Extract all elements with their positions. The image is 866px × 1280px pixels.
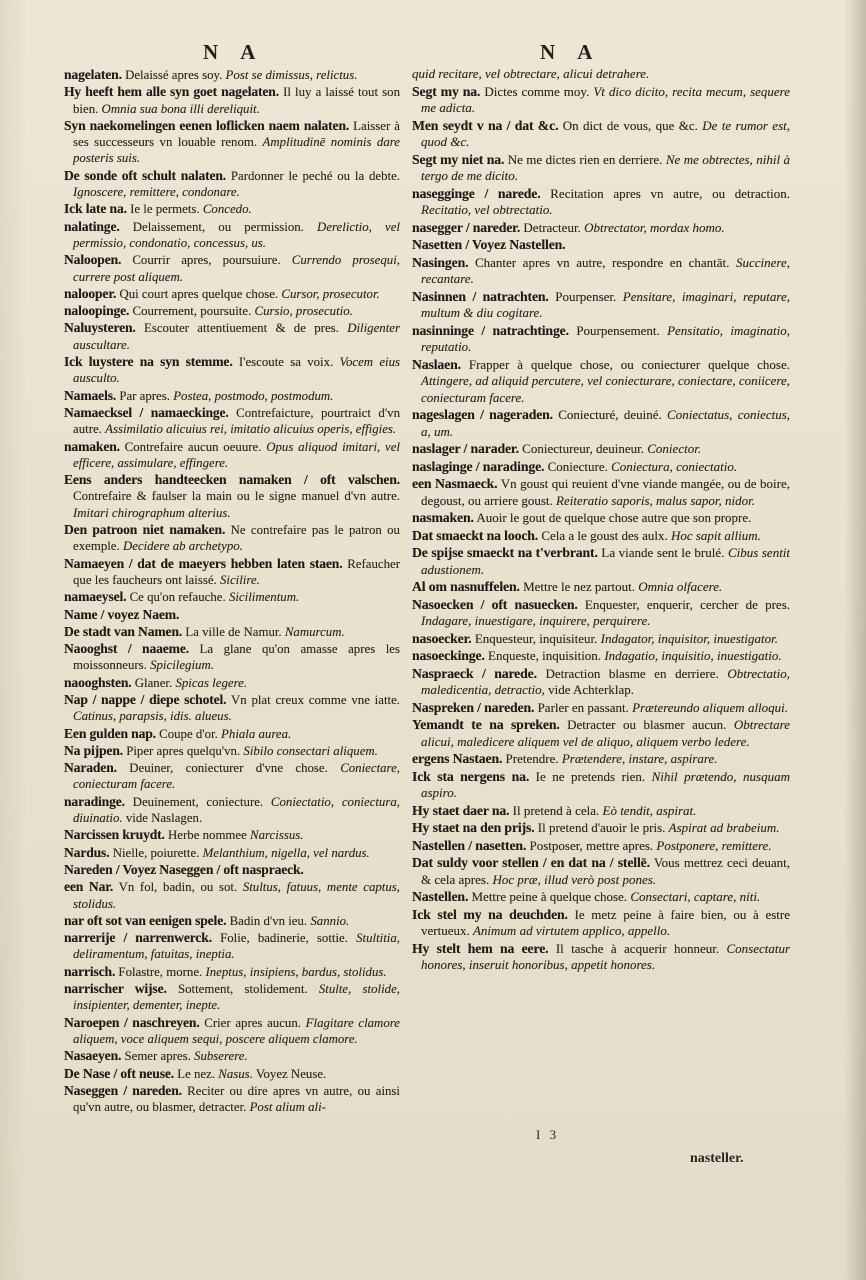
french-definition: Contrefaicture, pourtraict d'vn autre. — [73, 405, 400, 437]
latin-equivalent: Currendo prosequi, currere post aliquem. — [73, 253, 400, 284]
latin-equivalent: Prætereundo aliquem alloqui. — [632, 699, 789, 715]
latin-equivalent: Opus aliquod imitari, vel efficere, assimulare, effingere. — [73, 439, 400, 470]
french-definition: Detracter ou blasmer aucun. — [567, 717, 727, 732]
french-definition: Sottement, stolidement. — [177, 982, 308, 997]
dictionary-entry — [412, 440, 790, 458]
dictionary-entry — [412, 768, 790, 802]
french-definition: La viande sent le brulé. — [601, 545, 725, 560]
dutch-headword: een Nar. — [64, 879, 114, 895]
dictionary-entry — [64, 674, 400, 691]
latin-equivalent: Vocem eius ausculto. — [73, 355, 400, 386]
french-definition: Ie metz peine à faire bien, ou à estre vertueux. — [421, 906, 790, 938]
latin-equivalent: Stulte, stolide, insipienter, dementer, inepte. — [73, 982, 400, 1013]
latin-equivalent: Ignoscere, remittere, condonare. — [73, 185, 240, 200]
dictionary-entry — [64, 302, 400, 319]
dictionary-entry — [412, 151, 790, 185]
latin-equivalent: Aspirat ad brabeium. — [668, 820, 780, 835]
latin-equivalent: Pensitatio, imaginatio, reputatio. — [421, 322, 790, 354]
dutch-headword: De stadt van Namen. — [64, 623, 183, 639]
french-definition: Contrefaire aucun oeuure. — [124, 439, 262, 454]
latin-equivalent: Indagatio, inquisitio, inuestigatio. — [604, 648, 782, 663]
dutch-headword: naloopinge. — [64, 303, 130, 319]
dictionary-entry — [64, 66, 400, 83]
french-definition: Enquester, enquerir, cercher de pres. — [584, 596, 790, 612]
french-definition: Enqueste, inquisition. — [488, 648, 602, 663]
dictionary-entry — [64, 912, 400, 929]
dictionary-entry — [64, 218, 400, 252]
french-definition: Vn fol, badin, ou sot. — [118, 880, 238, 895]
cross-reference: vide Naslagen. — [125, 811, 203, 826]
latin-equivalent: Recitatio, vel obtrectatio. — [421, 202, 553, 217]
dutch-headword: Hy staet na den prijs. — [412, 820, 535, 835]
latin-equivalent: Sicilire. — [219, 572, 260, 587]
dictionary-entry — [64, 588, 400, 605]
french-definition: Detraction blasme en derriere. — [545, 665, 719, 681]
latin-equivalent: Consectatur honores, inseruit honoribus, appetit honores. — [421, 940, 790, 972]
dictionary-entry — [64, 521, 400, 555]
dictionary-entry — [412, 699, 790, 717]
dutch-headword: Men seydt v na / dat &c. — [412, 117, 559, 133]
dutch-headword: Naooghst / naaeme. — [64, 641, 189, 657]
dictionary-entry — [64, 167, 400, 201]
dutch-headword: nalatinge. — [64, 218, 120, 234]
french-definition: Coniectureur, deuineur. — [522, 441, 645, 456]
dictionary-entry — [412, 716, 790, 750]
french-definition: La ville de Namur. — [185, 624, 282, 639]
french-definition: Deuinement, coniecture. — [132, 794, 264, 809]
latin-equivalent: Ineptus, insipiens, bardus, stolidus. — [205, 964, 387, 979]
french-definition: Dictes comme moy. — [484, 83, 590, 99]
dutch-headword: nalooper. — [64, 285, 117, 301]
french-definition: Mettre le nez partout. — [523, 579, 635, 594]
dutch-headword: Hy stelt hem na eere. — [412, 940, 549, 956]
french-definition: Par apres. — [119, 388, 170, 403]
dictionary-entry — [412, 940, 790, 974]
french-definition: Ne contrefaire pas le patron ou exemple. — [73, 523, 400, 554]
catchword: nasteller. — [690, 1151, 744, 1166]
french-definition: Parler en passant. — [537, 699, 629, 715]
french-definition: Mettre peine à quelque chose. — [471, 889, 628, 904]
french-definition: Escouter attentiuement & de pres. — [144, 321, 339, 336]
french-definition: Contrefaire & faulser la main ou le signe manuel d'vn autre. — [73, 489, 400, 504]
french-definition: Coupe d'or. — [159, 726, 218, 741]
signature-mark: I 3 — [536, 1127, 560, 1142]
dictionary-entry — [64, 861, 400, 878]
latin-equivalent: Sannio. — [310, 913, 350, 928]
french-definition: Postposer, mettre apres. — [529, 837, 654, 853]
dutch-headword: Yemandt te na spreken. — [412, 717, 560, 732]
dictionary-entry — [64, 759, 400, 793]
latin-equivalent: Concedo. — [202, 202, 252, 217]
latin-equivalent: Sibilo consectari aliquem. — [243, 743, 378, 758]
dutch-headword: Naspreken / nareden. — [412, 699, 535, 715]
latin-equivalent: Nihil prætendo, nusquam aspiro. — [421, 768, 790, 800]
dutch-headword: Segt my niet na. — [412, 151, 505, 167]
french-definition: Ce qu'on refauche. — [129, 590, 226, 605]
dictionary-entry — [64, 606, 400, 623]
dictionary-entry — [64, 387, 400, 404]
dictionary-entry — [64, 555, 400, 589]
latin-equivalent: Post alium ali- — [249, 1100, 326, 1115]
dutch-headword: Nasinnen / natrachten. — [412, 288, 549, 304]
dictionary-entry — [64, 1014, 400, 1048]
dictionary-entry — [64, 83, 400, 117]
dictionary-entry — [64, 319, 400, 353]
latin-equivalent: quid recitare, vel obtrectare, alicui detrahere. — [412, 66, 650, 81]
french-definition: Nielle, poiurette. — [112, 845, 200, 860]
french-definition: Reciter ou dire apres vn autre, ou ainsi qu'vn autre, ou blasmer, detracter. — [73, 1083, 400, 1115]
latin-equivalent: Stultitia, deliramentum, fatuitas, ineptia. — [73, 931, 400, 962]
dutch-headword: Naroepen / naschreyen. — [64, 1014, 200, 1030]
dictionary-entry — [64, 623, 400, 640]
dutch-headword: Hy heeft hem alle syn goet nagelaten. — [64, 84, 279, 100]
dutch-headword: De spijse smaeckt na t'verbrant. — [412, 545, 598, 560]
french-definition: Herbe nommee — [168, 828, 247, 843]
french-definition: Badin d'vn ieu. — [229, 913, 308, 928]
dutch-headword: Hy staet daer na. — [412, 802, 510, 818]
latin-equivalent: Attingere, ad aliquid percutere, vel coniecturare, coniectare, coniicere, coniecturam facere. — [421, 373, 790, 405]
dutch-headword: Naslaen. — [412, 356, 461, 372]
dutch-headword: Naloopen. — [64, 252, 122, 268]
french-definition: Delaissement, ou permission. — [132, 219, 304, 234]
french-definition: Pardonner le peché ou la debte. — [230, 168, 400, 183]
dutch-headword: nageslagen / nageraden. — [412, 407, 553, 422]
dictionary-entry — [412, 888, 790, 906]
dictionary-entry — [64, 404, 400, 438]
latin-equivalent: Derelictio, vel permissio, condonatio, concessus, us. — [73, 219, 400, 250]
dutch-headword: nasoeckinge. — [412, 648, 485, 663]
dutch-headword: Nasetten / Voyez Nastellen. — [412, 237, 566, 252]
dutch-headword: Ick late na. — [64, 201, 127, 217]
latin-equivalent: Coniectatio, coniectura, diuinatio. — [73, 794, 400, 826]
french-definition: Vn plat creux comme vne iatte. — [230, 692, 400, 707]
latin-equivalent: Omnia olfacere. — [638, 579, 723, 594]
dutch-headword: Nardus. — [64, 844, 110, 860]
left-column — [64, 66, 400, 1142]
latin-equivalent: Sicilimentum. — [228, 590, 300, 605]
dictionary-entry — [412, 117, 790, 151]
dictionary-entry — [64, 200, 400, 217]
dutch-headword: namaeysel. — [64, 589, 127, 605]
french-definition: Chanter apres vn autre, respondre en chantāt. — [474, 254, 730, 270]
dictionary-entry — [412, 288, 790, 322]
french-definition: Piper apres quelqu'vn. — [126, 743, 241, 758]
french-definition: Refaucher que les faucheurs ont laissé. — [73, 556, 400, 587]
dutch-headword: narrischer wijse. — [64, 981, 167, 997]
french-definition: Vous mettrez ceci deuant, & cela apres. — [421, 855, 790, 887]
dictionary-entry — [412, 322, 790, 356]
dutch-headword: namaken. — [64, 438, 120, 454]
latin-equivalent: Catinus, parapsis, idis. alueus. — [73, 709, 232, 724]
dictionary-entry — [64, 742, 400, 759]
french-definition: Il luy a laissé tout son bien. — [73, 85, 400, 116]
dutch-headword: Naraden. — [64, 760, 117, 776]
latin-equivalent: Vt dico dicito, recita mecum, sequere me adicta. — [421, 83, 790, 115]
dictionary-entry — [64, 725, 400, 742]
french-definition: Delaissé apres soy. — [125, 68, 223, 82]
french-definition: Il pretend à cela. — [512, 802, 600, 818]
french-definition: On dict de vous, que &c. — [562, 117, 698, 133]
dutch-headword: Al om nasnuffelen. — [412, 579, 520, 594]
dictionary-entry — [412, 750, 790, 768]
latin-equivalent: De te rumor est, quod &c. — [421, 117, 790, 149]
dictionary-entry — [412, 66, 790, 83]
dutch-headword: narrerije / narrenwerck. — [64, 930, 212, 946]
dictionary-entry — [412, 356, 790, 407]
dictionary-entry — [412, 544, 790, 578]
dictionary-entry — [64, 1082, 400, 1116]
dutch-headword: Ick sta nergens na. — [412, 768, 530, 784]
dutch-headword: naradinge. — [64, 793, 125, 809]
french-definition: La glane qu'on amasse apres les moissonneurs. — [73, 642, 400, 673]
french-definition: Crier apres aucun. — [204, 1015, 301, 1030]
latin-equivalent: Eò tendit, aspirat. — [602, 802, 697, 818]
dictionary-entry — [64, 438, 400, 472]
dutch-headword: Naseggen / nareden. — [64, 1082, 182, 1098]
latin-equivalent: Postponere, remittere. — [656, 837, 772, 853]
french-definition: Glaner. — [134, 675, 173, 690]
dutch-headword: Den patroon niet namaken. — [64, 522, 226, 538]
latin-equivalent: Consectari, captare, niti. — [630, 889, 761, 904]
french-definition: Courrement, poursuite. — [132, 304, 252, 319]
dutch-headword: nar oft sot van eenigen spele. — [64, 912, 227, 928]
latin-equivalent: Assimilatio alicuius rei, imitatio alicuius operis, effigies. — [105, 422, 397, 437]
dictionary-entry — [412, 802, 790, 820]
dictionary-entry — [64, 826, 400, 843]
french-definition: Courrir apres, poursuiure. — [132, 253, 281, 268]
dutch-headword: Eens anders handteecken namaken / oft valschen. — [64, 472, 400, 488]
latin-equivalent: Coniectatus, coniectus, a, um. — [421, 407, 790, 439]
dutch-headword: Dat smaeckt na looch. — [412, 527, 539, 543]
running-head-right: N A — [540, 40, 602, 64]
latin-equivalent: Indagator, inquisitor, inuestigator. — [600, 630, 778, 646]
dictionary-entry — [412, 837, 790, 855]
french-definition: Detracteur. — [523, 219, 581, 235]
latin-equivalent: Hoc præ, illud verò post pones. — [492, 871, 657, 887]
dutch-headword: Segt my na. — [412, 83, 481, 99]
dutch-headword: De Nase / oft neuse. — [64, 1065, 175, 1081]
dutch-headword: Nap / nappe / diepe schotel. — [64, 691, 227, 707]
dutch-headword: Namaels. — [64, 387, 117, 403]
latin-equivalent: Phiala aurea. — [221, 726, 292, 741]
latin-equivalent: Melanthium, nigella, vel nardus. — [202, 845, 370, 860]
dutch-headword: Nastellen. — [412, 889, 469, 904]
dictionary-entry — [412, 254, 790, 288]
dutch-headword: nasegginge / narede. — [412, 185, 541, 201]
dictionary-entry — [64, 117, 400, 167]
latin-equivalent: Postea, postmodo, postmodum. — [173, 388, 334, 403]
dictionary-entry — [412, 236, 790, 254]
dutch-headword: Ick stel my na deuchden. — [412, 906, 568, 922]
latin-equivalent: Pensitare, imaginari, reputare, multum & diu cogitare. — [421, 288, 790, 320]
dictionary-entry — [64, 793, 400, 827]
latin-equivalent: Omnia sua bona illi dereliquit. — [101, 101, 260, 116]
latin-equivalent: Reiteratio saporis, malus sapor, nidor. — [556, 492, 756, 508]
french-definition: Coniecture. — [547, 458, 608, 474]
french-definition: Ne me dictes rien en derriere. — [507, 151, 663, 167]
french-definition: Enquesteur, inquisiteur. — [474, 630, 598, 646]
dutch-headword: naooghsten. — [64, 674, 132, 690]
dictionary-entry — [412, 665, 790, 699]
dictionary-entry — [412, 406, 790, 440]
latin-equivalent: Obtrectator, mordax homo. — [584, 219, 725, 235]
latin-equivalent: Succinere, recantare. — [421, 254, 790, 286]
dutch-headword: narrisch. — [64, 963, 116, 979]
dictionary-entry — [64, 691, 400, 725]
dictionary-entry — [64, 353, 400, 387]
latin-equivalent: Cursio, prosecutio. — [254, 304, 353, 319]
latin-equivalent: Obtrectatio, maledicentia, detractio, — [421, 665, 790, 697]
dutch-headword: Nastellen / nasetten. — [412, 837, 527, 853]
latin-equivalent: Namurcum. — [284, 624, 345, 639]
french-definition: Folastre, morne. — [118, 964, 203, 979]
dutch-headword: Namaeyen / dat de maeyers hebben laten staen. — [64, 555, 343, 571]
latin-equivalent: Indagare, inuestigare, inquirere, perquirere. — [421, 613, 651, 628]
dutch-headword: ergens Nastaen. — [412, 751, 503, 766]
latin-equivalent: Coniectare, coniecturam facere. — [73, 761, 400, 792]
dutch-headword: naslaginge / naradinge. — [412, 458, 545, 474]
latin-equivalent: Diligenter auscultare. — [73, 321, 400, 352]
latin-equivalent: Cursor, prosecutor. — [281, 286, 380, 301]
latin-equivalent: Stultus, fatuus, mente captus, stolidus. — [73, 880, 400, 911]
latin-equivalent: Coniectura, coniectatio. — [611, 458, 738, 474]
french-definition: Qui court apres quelque chose. — [119, 286, 279, 301]
french-definition: Il pretend d'auoir le pris. — [537, 820, 666, 835]
dictionary-entry — [412, 219, 790, 237]
dutch-headword: Syn naekomelingen eenen loflicken naem nalaten. — [64, 117, 350, 133]
dutch-headword: nasmaken. — [412, 510, 474, 525]
dictionary-entry — [412, 509, 790, 527]
latin-equivalent: Coniector. — [647, 441, 702, 456]
dutch-headword: Name / voyez Naem. — [64, 606, 180, 622]
dutch-headword: een Nasmaeck. — [412, 476, 498, 491]
dutch-headword: nasegger / nareder. — [412, 219, 521, 235]
dictionary-entry — [64, 1047, 400, 1064]
dictionary-entry — [412, 819, 790, 837]
french-definition: Ie ne pretends rien. — [535, 768, 646, 784]
dictionary-entry — [412, 475, 790, 509]
dictionary-entry — [64, 1065, 400, 1082]
dutch-headword: Naspraeck / narede. — [412, 665, 537, 681]
dictionary-entry — [412, 854, 790, 888]
dutch-headword: nasinninge / natrachtinge. — [412, 322, 569, 338]
dictionary-entry — [412, 83, 790, 117]
cross-reference: Voyez Neuse. — [255, 1066, 327, 1081]
french-definition: Frapper à quelque chose, ou coniecturer quelque chose. — [468, 356, 790, 372]
french-definition: Cela a le goust des aulx. — [541, 527, 668, 543]
french-definition: Pourpenser. — [555, 288, 617, 304]
dutch-headword: naslager / narader. — [412, 441, 519, 456]
dutch-headword: nagelaten. — [64, 67, 122, 82]
dutch-headword: Dat suldy voor stellen / en dat na / stellē. — [412, 855, 650, 870]
dutch-headword: Na pijpen. — [64, 742, 123, 758]
dutch-headword: Namaecksel / namaeckinge. — [64, 404, 229, 420]
dictionary-entry — [412, 578, 790, 596]
dictionary-entry — [412, 185, 790, 219]
cross-reference: vide Achterklap. — [548, 682, 635, 697]
right-column — [412, 66, 790, 1124]
latin-equivalent: Amplitudinē nominis dare posteris suis. — [73, 135, 400, 166]
french-definition: Il tasche à acquerir honneur. — [555, 940, 720, 956]
dictionary-entry — [64, 471, 400, 521]
dutch-headword: Narcissen kruydt. — [64, 827, 165, 843]
dictionary-entry — [412, 647, 790, 665]
latin-equivalent: Flagitare clamore aliquem, voce aliquem sequi, poscere aliquem clamore. — [73, 1015, 400, 1046]
french-definition: Deuiner, coniecturer d'vne chose. — [129, 761, 328, 776]
dutch-headword: De sonde oft schult nalaten. — [64, 167, 227, 183]
dictionary-entry — [64, 251, 400, 285]
latin-equivalent: Spicilegium. — [150, 658, 214, 673]
dictionary-entry — [64, 980, 400, 1014]
latin-equivalent: Narcissus. — [250, 828, 304, 843]
running-head-left: N A — [203, 40, 265, 64]
dutch-headword: Nareden / Voyez Naseggen / oft naspraeck. — [64, 861, 304, 877]
latin-equivalent: Hoc sapit allium. — [670, 527, 761, 543]
dictionary-entry — [412, 458, 790, 476]
dutch-headword: nasoecker. — [412, 630, 472, 646]
dutch-headword: Nasoecken / oft nasuecken. — [412, 596, 578, 612]
latin-equivalent: Cibus sentit adustionem. — [421, 545, 790, 577]
french-definition: Semer apres. — [124, 1049, 191, 1064]
dictionary-entry — [64, 929, 400, 963]
french-definition: Le nez. — [177, 1066, 216, 1081]
dictionary-entry — [412, 527, 790, 545]
latin-equivalent: Post se dimissus, relictus. — [225, 68, 358, 82]
french-definition: Folie, badinerie, sottie. — [220, 931, 348, 946]
latin-equivalent: Decidere ab archetypo. — [122, 539, 243, 554]
french-definition: Recitation apres vn autre, ou detraction. — [550, 185, 790, 201]
dictionary-entry — [64, 963, 400, 980]
french-definition: I'escoute sa voix. — [238, 355, 334, 370]
latin-equivalent: Nasus. — [218, 1066, 253, 1081]
latin-equivalent: Ne me obtrectes, nihil à tergo de me dicito. — [421, 151, 790, 183]
french-definition: Laisser à ses successeurs vn louable renom. — [73, 118, 400, 150]
french-definition: Pourpensement. — [576, 322, 660, 338]
latin-equivalent: Prætendere, instare, aspirare. — [561, 751, 718, 766]
dictionary-entry — [412, 596, 790, 630]
latin-equivalent: Spicas legere. — [175, 675, 248, 690]
latin-equivalent: Animum ad virtutem applico, appello. — [472, 923, 671, 938]
french-definition: Coniecturé, deuiné. — [558, 407, 662, 422]
dictionary-entry — [64, 640, 400, 674]
dictionary-entry — [412, 630, 790, 648]
french-definition: Auoir le gout de quelque chose autre que son propre. — [476, 510, 752, 525]
dutch-headword: Ick luystere na syn stemme. — [64, 354, 233, 370]
dutch-headword: Nasingen. — [412, 254, 469, 270]
latin-equivalent: Obtrectare alicui, maledicere aliquem vel de aliquo, aliquem verbo ledere. — [421, 717, 790, 749]
dictionary-entry — [64, 844, 400, 861]
french-definition: Pretendre. — [505, 751, 559, 766]
latin-equivalent: Subserere. — [194, 1049, 248, 1064]
latin-equivalent: Imitari chirographum alterius. — [73, 505, 231, 520]
dutch-headword: Een gulden nap. — [64, 725, 156, 741]
dictionary-entry — [64, 285, 400, 302]
dutch-headword: Naluysteren. — [64, 320, 136, 336]
dictionary-entry — [412, 906, 790, 940]
french-definition: Vn goust qui reuient d'vne viande mangée, ou de boire, degoust, ou arriere goust. — [421, 476, 790, 508]
dutch-headword: Nasaeyen. — [64, 1048, 122, 1064]
dictionary-entry — [64, 878, 400, 912]
french-definition: Ie le permets. — [130, 202, 200, 217]
